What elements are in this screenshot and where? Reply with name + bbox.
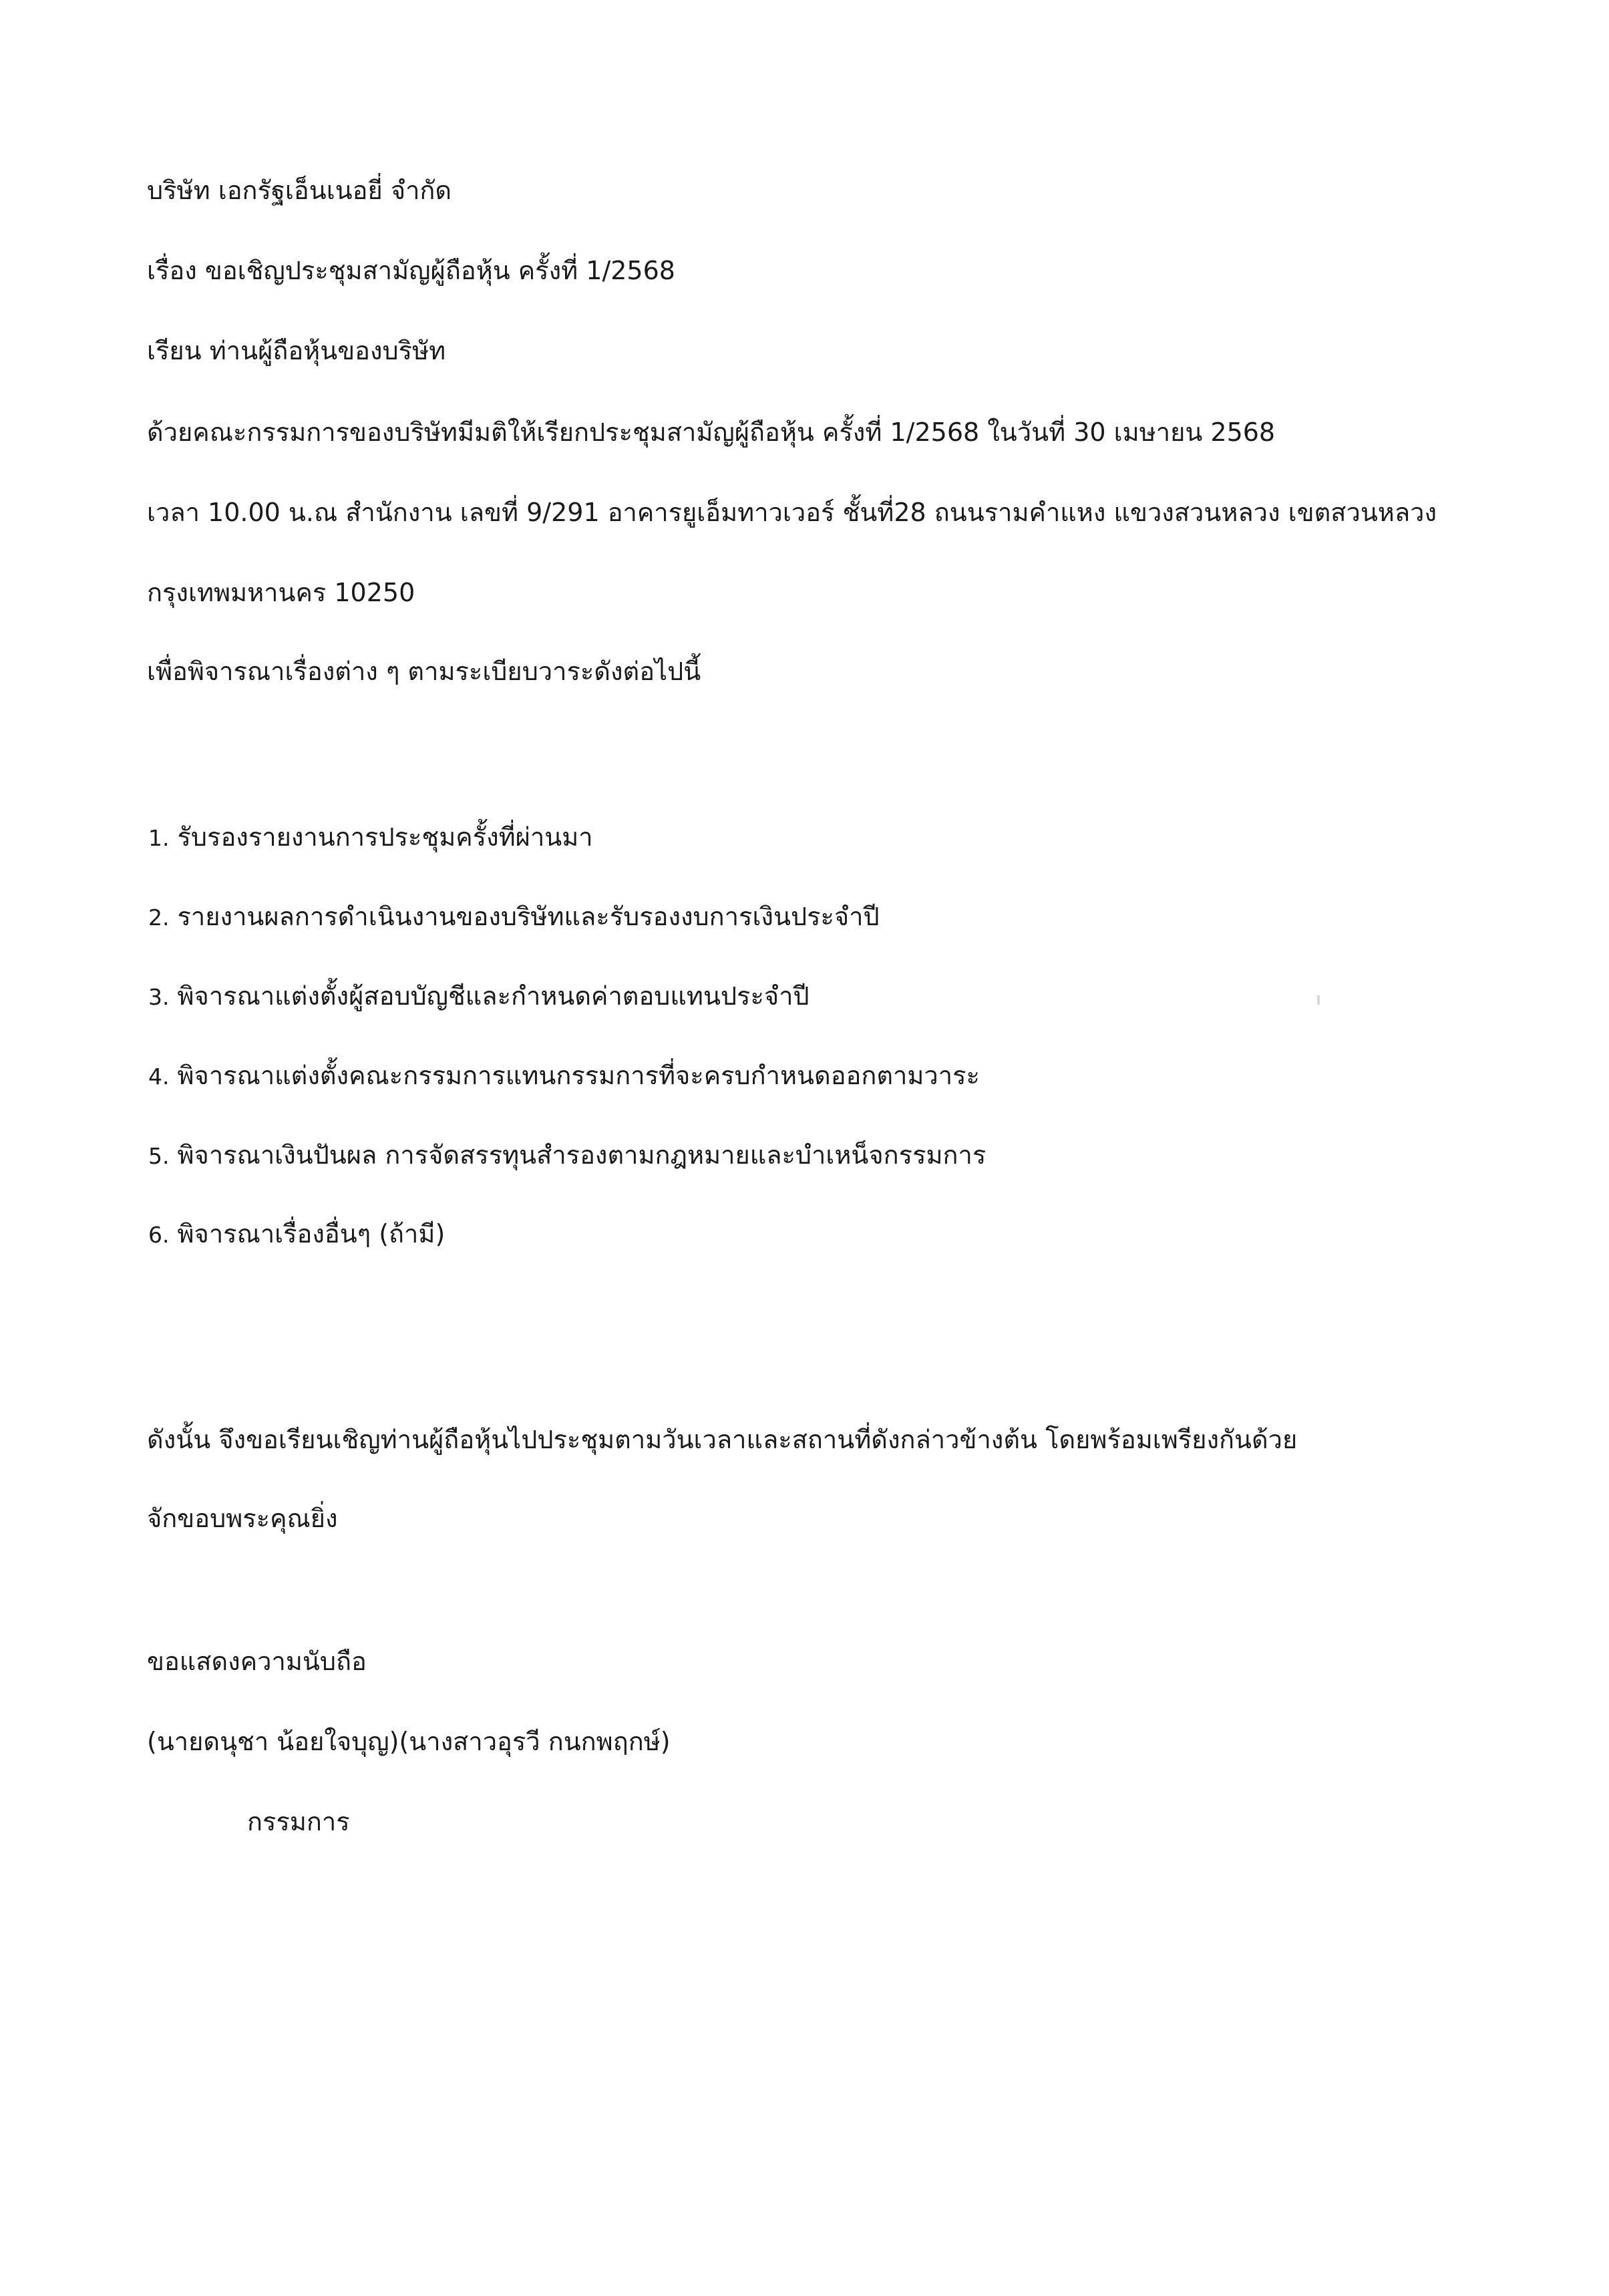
agenda-item [148,978,810,1015]
agenda-item [148,898,880,936]
letter-addressee: เรียน ท่านผู้ถือหุ้นของบริษัท [147,336,446,365]
agenda-text: พิจารณาแต่งตั้งผู้สอบบัญชีและกำหนดค่าตอบแทนประจำปี [177,981,810,1011]
signatories-line: (นายดนุชา น้อยใจบุญ)(นางสาวอุรวี กนกพฤกษ์) [147,1727,671,1756]
agenda-number: 6. [148,1222,170,1248]
agenda-number: 1. [148,825,170,851]
agenda-number: 4. [148,1063,170,1090]
agenda-number: 5. [148,1143,170,1169]
body-line-4: เพื่อพิจารณาเรื่องต่าง ๆ ตามระเบียบวาระดังต่อไปนี้ [147,657,701,686]
agenda-text: พิจารณาเรื่องอื่นๆ (ถ้ามี) [177,1219,445,1249]
agenda-text: พิจารณาเงินปันผล การจัดสรรทุนสำรองตามกฎหมายและบำเหน็จกรรมการ [177,1140,987,1170]
agenda-text: พิจารณาแต่งตั้งคณะกรรมการแทนกรรมการที่จะครบกำหนดออกตามวาระ [177,1061,980,1090]
company-name: บริษัท เอกรัฐเอ็นเนอยี่ จำกัด [147,176,452,205]
thanks-line: จักขอบพระคุณยิ่ง [147,1504,338,1533]
agenda-item [148,1057,980,1095]
body-line-3: กรุงเทพมหานคร 10250 [147,578,415,607]
letter-subject: เรื่อง ขอเชิญประชุมสามัญผู้ถือหุ้น ครั้งที่ 1/2568 [147,256,675,285]
agenda-item [148,819,593,856]
agenda-item [148,1216,445,1253]
scan-speck [1317,995,1320,1005]
agenda-text: รายงานผลการดำเนินงานของบริษัทและรับรองงบการเงินประจำปี [177,902,880,931]
signatory-position: กรรมการ [247,1807,350,1836]
regards-line: ขอแสดงความนับถือ [147,1647,367,1676]
invitation-line: ดังนั้น จึงขอเรียนเชิญท่านผู้ถือหุ้นไปประชุมตามวันเวลาและสถานที่ดังกล่าวข้างต้น โดยพร้อมเพรียงกันด้วย [147,1425,1298,1454]
body-line-2: เวลา 10.00 น.ณ สำนักงาน เลขที่ 9/291 อาคารยูเอ็มทาวเวอร์ ชั้นที่28 ถนนรามคำแหง แขวงสวนหลวง เขตสวนหลวง [147,498,1437,527]
agenda-number: 3. [148,984,170,1010]
agenda-item [148,1137,986,1174]
body-line-1: ด้วยคณะกรรมการของบริษัทมีมติให้เรียกประชุมสามัญผู้ถือหุ้น ครั้งที่ 1/2568 ในวันที่ 30 เมษายน 2568 [147,418,1276,447]
agenda-text: รับรองรายงานการประชุมครั้งที่ผ่านมา [177,822,593,852]
agenda-number: 2. [148,905,170,931]
